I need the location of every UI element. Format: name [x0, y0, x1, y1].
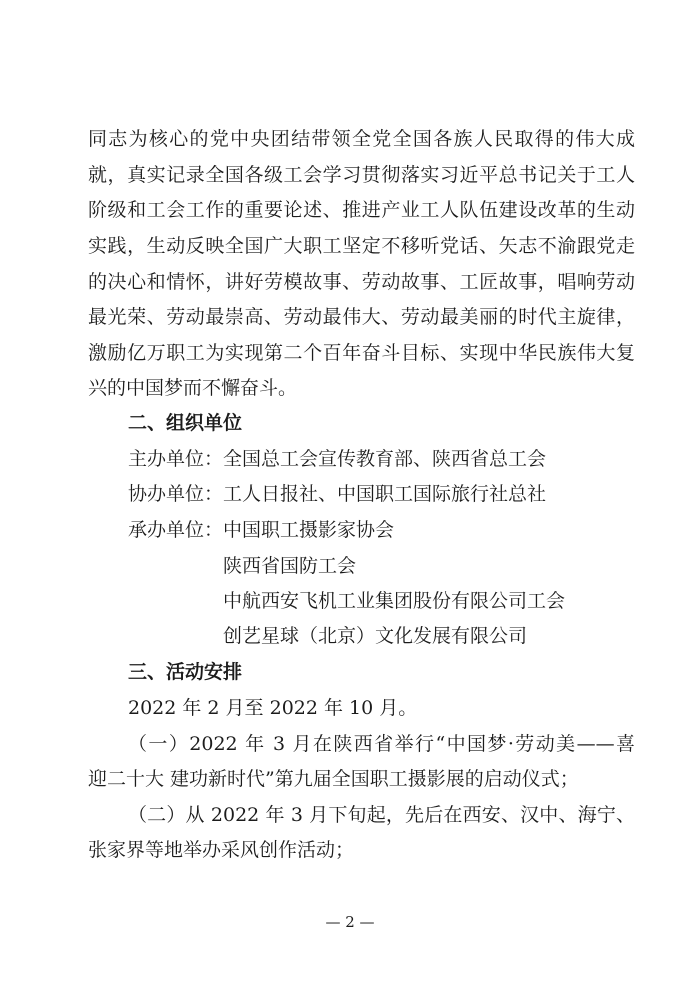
paragraph-line: 的决心和情怀，讲好劳模故事、劳动故事、工匠故事，唱响劳动	[88, 271, 635, 293]
section-heading-organizers: 二、组织单位	[128, 412, 243, 434]
paragraph-line: 最光荣、劳动最崇高、劳动最伟大、劳动最美丽的时代主旋律，	[88, 306, 635, 328]
page-number: — 2 —	[325, 913, 375, 931]
paragraph-line: 实践，生动反映全国广大职工坚定不移听党话、矢志不渝跟党走	[88, 235, 635, 257]
paragraph-line: 激励亿万职工为实现第二个百年奋斗目标、实现中华民族伟大复	[88, 342, 635, 364]
schedule-item-line: （一）2022 年 3 月在陕西省举行“中国梦·劳动美——喜	[128, 733, 635, 755]
schedule-item-line: 张家界等地举办采风创作活动；	[88, 839, 355, 861]
paragraph-line: 同志为核心的党中央团结带领全党全国各族人民取得的伟大成	[88, 128, 635, 150]
undertaker-value: 陕西省国防工会	[223, 555, 357, 577]
paragraph-line: 兴的中国梦而不懈奋斗。	[88, 377, 298, 399]
co-organizer-value: 工人日报社、中国职工国际旅行社总社	[223, 483, 547, 505]
co-organizer-label: 协办单位：	[128, 483, 224, 505]
schedule-item-line: （二）从 2022 年 3 月下旬起，先后在西安、汉中、海宁、	[128, 804, 635, 826]
co-organizer-row	[128, 480, 546, 508]
organizer-value: 全国总工会宣传教育部、陕西省总工会	[223, 448, 547, 470]
schedule-period: 2022 年 2 月至 2022 年 10 月。	[128, 697, 418, 719]
paragraph-line: 阶级和工会工作的重要论述、推进产业工人队伍建设改革的生动	[88, 199, 635, 221]
schedule-item-line: 迎二十大 建功新时代”第九届全国职工摄影展的启动仪式；	[88, 768, 579, 790]
undertaker-row	[128, 516, 394, 544]
organizer-row	[128, 445, 546, 473]
section-heading-schedule: 三、活动安排	[128, 661, 243, 683]
undertaker-value: 创艺星球（北京）文化发展有限公司	[223, 625, 528, 647]
paragraph-line: 就，真实记录全国各级工会学习贯彻落实习近平总书记关于工人	[88, 164, 635, 186]
undertaker-value: 中航西安飞机工业集团股份有限公司工会	[223, 590, 566, 612]
undertaker-value: 中国职工摄影家协会	[223, 519, 395, 541]
organizer-label: 主办单位：	[128, 448, 224, 470]
undertaker-label: 承办单位：	[128, 519, 224, 541]
